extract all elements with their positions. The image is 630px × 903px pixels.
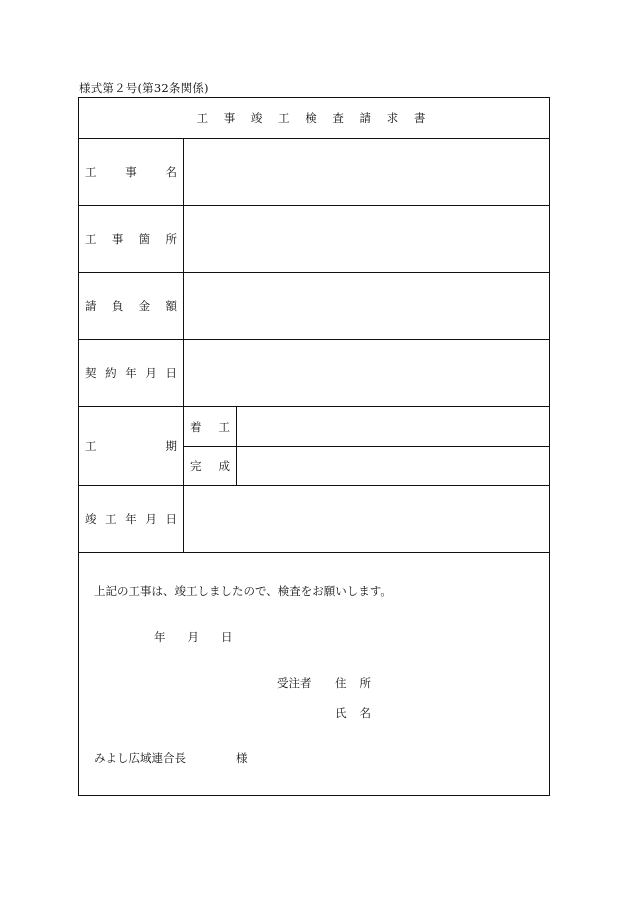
row-contract-amount (79, 273, 549, 340)
date-year: 年 (154, 630, 166, 644)
row-period (79, 407, 549, 486)
label-construction-site: 工事箇所 (85, 232, 177, 246)
request-date[interactable] (154, 629, 233, 645)
address-label: 住所 (335, 676, 371, 690)
request-form (78, 97, 550, 796)
label-period: 工期 (85, 439, 177, 453)
label-completion-date: 竣工年月日 (85, 512, 177, 526)
field-construction-name[interactable] (184, 139, 549, 205)
field-start-date[interactable] (237, 407, 549, 446)
date-month: 月 (187, 630, 199, 644)
label-start: 着工 (190, 419, 230, 434)
label-completion: 完成 (190, 459, 230, 473)
form-title: 工 事 竣 工 検 査 請 求 書 (79, 98, 549, 139)
addressee: みよし広域連合長 (94, 751, 186, 765)
label-contract-date: 契約年月日 (85, 366, 177, 380)
label-contract-amount: 請負金額 (85, 299, 177, 313)
date-day: 日 (221, 630, 233, 644)
name-label: 氏名 (335, 706, 371, 720)
field-construction-site[interactable] (184, 206, 549, 272)
label-construction-name: 工事名 (85, 165, 177, 179)
row-contract-date (79, 340, 549, 407)
form-reference: 様式第２号(第32条関係) (79, 81, 209, 95)
row-completion-date (79, 486, 549, 553)
field-contract-date[interactable] (184, 340, 549, 406)
field-completion-date[interactable] (237, 447, 549, 485)
request-statement: 上記の工事は、竣工しましたので、検査をお願いします。 (94, 584, 392, 598)
row-construction-site (79, 206, 549, 273)
field-contract-amount[interactable] (184, 273, 549, 339)
row-construction-name (79, 139, 549, 206)
honorific: 様 (236, 751, 248, 765)
field-completion-date-main[interactable] (184, 486, 549, 552)
contractor-label: 受注者 (277, 676, 312, 690)
